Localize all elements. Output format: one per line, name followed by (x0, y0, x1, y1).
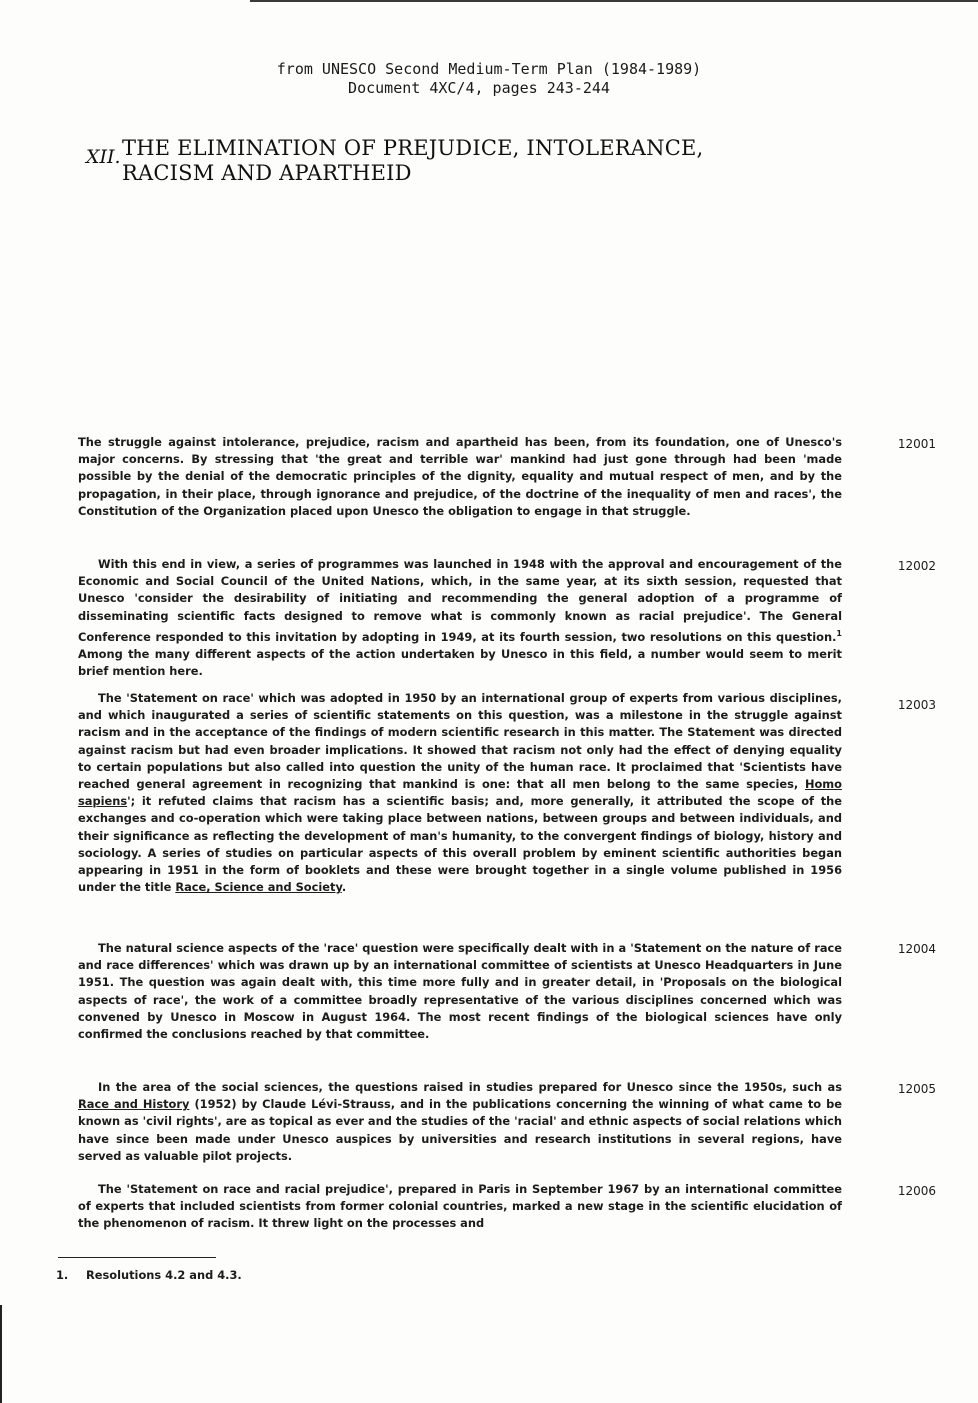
section-title-line-1: THE ELIMINATION OF PREJUDICE, INTOLERANCE, (122, 136, 704, 160)
paragraph-text: . (341, 880, 347, 895)
paragraph-number: 12001 (897, 437, 936, 451)
paragraph-text: With this end in view, a series of programmes was launched in 1948 with the approval and encouragement of the Economic and Social Council of the United Nations, which, in the same year, at its sixth session, requested that Unesco 'consider the desirability of initiating and recommending the general adoption of a programme of disseminating scientific facts designed to remove what is commonly known as racial prejudice'. The General Conference responded to this invitation by adopting in 1949, at its fourth session, two resolutions on this question. (78, 557, 842, 644)
source-line-2: Document 4XC/4, pages 243-244 (348, 79, 610, 97)
footnote-text: Resolutions 4.2 and 4.3. (86, 1268, 242, 1282)
footnote-divider (58, 1257, 216, 1258)
section-number: XII. (86, 146, 121, 168)
paragraph-number: 12004 (897, 942, 936, 956)
paragraph-12006 (78, 1181, 842, 1233)
paragraph-text: The struggle against intolerance, prejudice, racism and apartheid has been, from its foundation, one of Unesco's major concerns. By stressing that 'the great and terrible war' mankind had just gone through had been 'made possible by the denial of the democratic principles of the dignity, equality and mutual respect of men, and by the propagation, in their place, through ignorance and prejudice, of the doctrine of the inequality of men and races', the Constitution of the Organization placed upon Unesco the obligation to engage in that struggle. (78, 435, 842, 518)
scan-left-edge (0, 1305, 2, 1403)
scan-top-edge (250, 0, 978, 2)
footnote (56, 1268, 242, 1282)
paragraph-text: The natural science aspects of the 'race' question were specifically dealt with in a 'Statement on the nature of race and race differences' which was drawn up by an international committee of scientists at Unesco Headquarters in June 1951. The question was again dealt with, this time more fully and in greater detail, in 'Proposals on the biological aspects of race', the work of a committee broadly representative of the various disciplines concerned which was convened by Unesco in Moscow in August 1964. The most recent findings of the biological sciences have only confirmed the conclusions reached by that committee. (78, 941, 842, 1042)
paragraph-number: 12006 (897, 1184, 936, 1198)
source-reference (0, 60, 978, 98)
paragraph-text: The 'Statement on race' which was adopted in 1950 by an international group of experts from various disciplines, and which inaugurated a series of scientific statements on this question, was a milestone in the struggle against racism and in the acceptance of the findings of modern scientific research in this matter. The Statement was directed against racism but had even broader implications. It showed that racism not only had the effect of denying equality to certain populations but also called into question the unity of the human race. It proclaimed that 'Scientists have reached general agreement in recognizing that mankind is one: that all men belong to the same species, (78, 691, 842, 792)
footnote-marker: 1. (56, 1268, 69, 1282)
paragraph-text: (1952) by Claude Lévi-Strauss, and in the publications concerning the winning of what came to be known as 'civil rights', are as topical as ever and the studies of the 'racial' and ethnic aspects of social relations which have since been made under Unesco auspices by universities and research institutions in several regions, have served as valuable pilot projects. (78, 1097, 842, 1163)
paragraph-12005 (78, 1079, 842, 1165)
paragraph-12001 (78, 434, 842, 520)
source-line-1: from UNESCO Second Medium-Term Plan (1984-1989) (276, 60, 702, 78)
paragraph-text: '; it refuted claims that racism has a scientific basis; and, more generally, it attributed the scope of the exchanges and co-operation which were taking place between nations, between groups and between individuals, and their significance as reflecting the development of man's humanity, to the convergent findings of biology, history and sociology. A series of studies on particular aspects of this overall problem by eminent scientific authorities began appearing in 1951 in the form of booklets and these were brought together in a single volume published in 1956 under the title (78, 794, 842, 895)
underlined-title: Race, Science and Society (175, 880, 342, 895)
paragraph-number: 12005 (897, 1082, 936, 1096)
paragraph-number: 12002 (897, 559, 936, 573)
paragraph-12002 (78, 556, 842, 680)
footnote-reference: 1 (836, 628, 842, 638)
underlined-term: Homo sapiens (78, 777, 842, 809)
paragraph-text: The 'Statement on race and racial prejudice', prepared in Paris in September 1967 by an international committee of experts that included scientists from former colonial countries, marked a new stage in the scientific elucidation of the phenomenon of racism. It threw light on the processes and (78, 1182, 842, 1231)
paragraph-text: Among the many different aspects of the action undertaken by Unesco in this field, a number would seem to merit brief mention here. (78, 646, 842, 679)
paragraph-12003 (78, 690, 842, 896)
paragraph-text: In the area of the social sciences, the questions raised in studies prepared for Unesco since the 1950s, such as (98, 1080, 842, 1094)
section-heading (86, 136, 766, 186)
paragraph-number: 12003 (897, 698, 936, 712)
paragraph-12004 (78, 940, 842, 1043)
underlined-title: Race and History (78, 1097, 190, 1112)
section-title-line-2: RACISM AND APARTHEID (122, 161, 412, 185)
